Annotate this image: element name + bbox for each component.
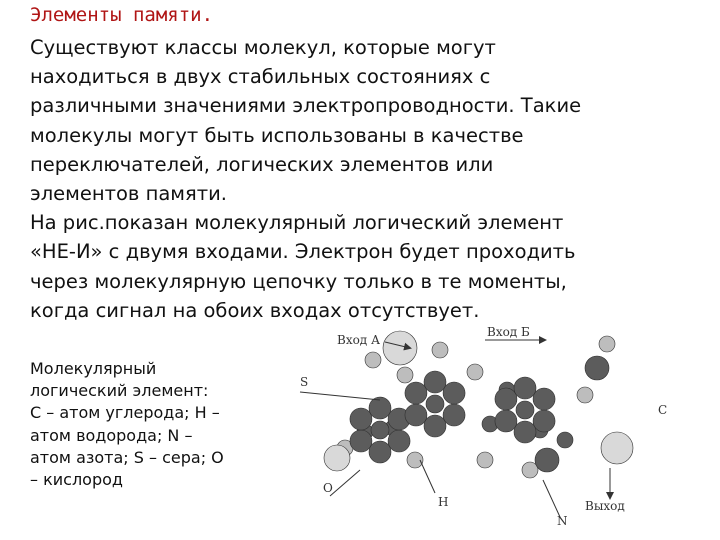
- text-line: молекулы могут быть использованы в качестве: [30, 123, 524, 147]
- ring-right-atom: [495, 410, 517, 432]
- ring-middle-center-atom: [426, 395, 444, 413]
- molecule-figure: [285, 320, 715, 540]
- s-label: S: [300, 375, 309, 389]
- label-lines: [300, 340, 610, 517]
- ring-middle-atom: [443, 404, 465, 426]
- ring-middle-atom: [443, 382, 465, 404]
- ring-right-atom: [514, 421, 536, 443]
- caption-line: – кислород: [30, 470, 123, 490]
- caption-line: атом азота; S – сера; О: [30, 447, 224, 467]
- s-pointer: [300, 392, 380, 400]
- slide-title: Элементы памяти.: [30, 4, 214, 26]
- ring-right-center-atom: [516, 401, 534, 419]
- caption-line: атом водорода; N –: [30, 425, 193, 445]
- ring-left-center-atom: [371, 421, 389, 439]
- input-a-label: Вход А: [337, 333, 381, 347]
- text-line: через молекулярную цепочку только в те моменты,: [30, 269, 567, 293]
- end-hydrogen-atom: [599, 336, 615, 352]
- hydrogen-atom: [407, 452, 423, 468]
- caption-line: Молекулярный: [30, 359, 157, 378]
- output-label: Выход: [585, 499, 625, 513]
- text-line: когда сигнал на обоих входах отсутствует.: [30, 298, 480, 322]
- h-pointer: [420, 460, 435, 493]
- ring-middle-atom: [405, 404, 427, 426]
- hydrogen-atom: [432, 342, 448, 358]
- ring-right-atom: [533, 410, 555, 432]
- n-pointer: [543, 480, 560, 517]
- input-b-label: Вход Б: [487, 325, 530, 339]
- caption-line: С – атом углерода; Н –: [30, 403, 220, 423]
- text-line: переключателей, логических элементов или: [30, 152, 494, 176]
- ring-left-atom: [350, 408, 372, 430]
- end-atom: [585, 356, 609, 380]
- chain-atom: [557, 432, 573, 448]
- hydrogen-atom: [467, 364, 483, 380]
- hydrogen-atom: [477, 452, 493, 468]
- text-line: различными значениями электропроводности. Такие: [30, 94, 582, 118]
- o-label: O: [323, 481, 333, 495]
- ring-right-atom: [514, 377, 536, 399]
- sulfur-atom: [324, 445, 350, 471]
- nitrogen-atom: [535, 448, 559, 472]
- text-line: находиться в двух стабильных состояниях с: [30, 65, 491, 89]
- ring-middle-atom: [405, 382, 427, 404]
- text-line: Существуют классы молекул, которые могут: [30, 36, 496, 59]
- text-line: элементов памяти.: [30, 182, 227, 206]
- ring-left-atom: [369, 441, 391, 463]
- ring-middle-atom: [424, 371, 446, 393]
- ring-left-atom: [369, 397, 391, 419]
- ring-right-atom: [495, 388, 517, 410]
- ring-right-atom: [533, 388, 555, 410]
- input-a-atom: [383, 331, 417, 365]
- output-atom: [601, 432, 633, 464]
- body-text: [30, 33, 710, 325]
- n-label: N: [557, 514, 568, 528]
- text-line: На рис.показан молекулярный логический элемент: [30, 211, 564, 235]
- molecule-atoms: [324, 331, 633, 478]
- ring-middle-atom: [424, 415, 446, 437]
- c-label: C: [658, 403, 668, 417]
- hydrogen-atom: [397, 367, 413, 383]
- figure-caption: [30, 358, 270, 491]
- ring-left-atom: [388, 430, 410, 452]
- hydrogen-atom: [365, 352, 381, 368]
- hydrogen-atom: [577, 387, 593, 403]
- caption-line: логический элемент:: [30, 381, 209, 401]
- o-pointer: [330, 470, 360, 496]
- ring-left-atom: [350, 430, 372, 452]
- h-label: H: [438, 495, 449, 509]
- paragraph-1: [30, 33, 710, 208]
- paragraph-2: [30, 208, 710, 325]
- text-line: «НЕ-И» с двумя входами. Электрон будет проходить: [30, 240, 576, 264]
